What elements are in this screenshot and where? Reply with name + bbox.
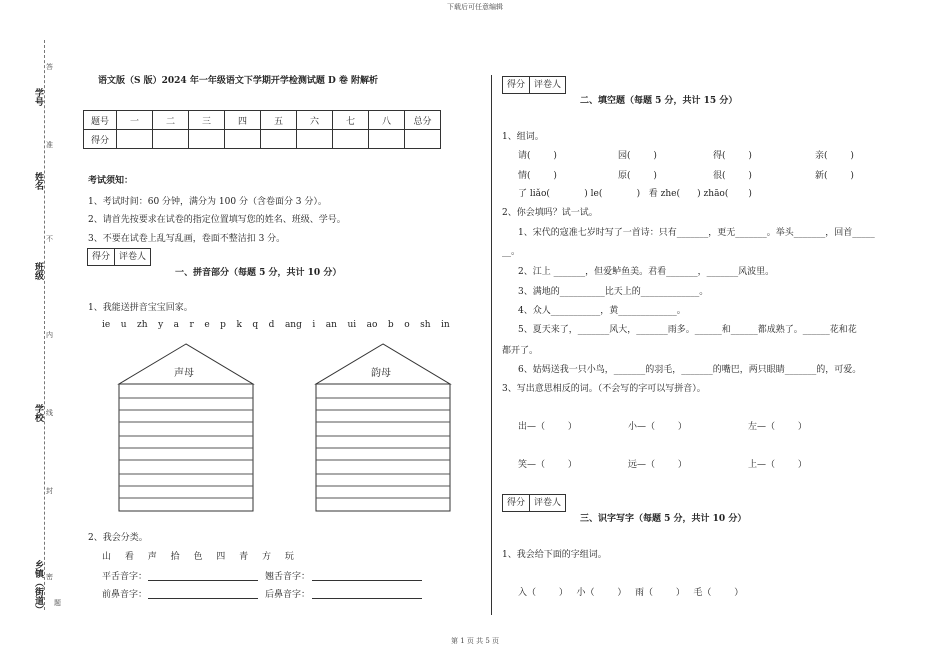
pinyin-item[interactable]: zh — [137, 320, 148, 330]
cut-char: 不 — [46, 235, 53, 243]
pinyin-item[interactable]: a — [173, 320, 180, 330]
answer-line[interactable] — [312, 580, 422, 581]
char-item: 玩 — [284, 552, 294, 562]
pinyin-item[interactable]: ui — [347, 320, 357, 330]
pinyin-item[interactable]: b — [387, 320, 394, 330]
margin-label-school: 学校 — [33, 404, 43, 422]
table-cell: 六 — [297, 111, 333, 130]
pinyin-item[interactable]: an — [325, 320, 337, 330]
column-divider — [491, 75, 492, 615]
pinyin-item[interactable]: y — [158, 320, 164, 330]
house-label-initials: 声母 — [174, 368, 194, 379]
score-cell[interactable] — [297, 130, 333, 149]
table-cell: 总分 — [405, 111, 441, 130]
word-item: 原( ) — [618, 171, 657, 181]
score-cell[interactable] — [405, 130, 441, 149]
note-item: 1、考试时间：60 分钟，满分为 100 分（含卷面分 3 分）。 — [88, 197, 327, 207]
char-item: 四 — [216, 552, 226, 562]
score-badge — [502, 494, 566, 512]
house-lines — [119, 398, 253, 498]
question-3: 3、写出意思相反的词。（不会写的字可以写拼音）。 — [502, 384, 706, 394]
char-item: 声 — [147, 552, 157, 562]
badge-grader-label: 评卷人 — [529, 495, 565, 511]
answer-line[interactable] — [312, 598, 422, 599]
char-item: 青 — [239, 552, 249, 562]
question-2: 2、你会填吗？试一试。 — [502, 208, 598, 218]
exam-title: 语文版（S 版）2024 年一年级语文下学期开学检测试题 D 卷 附解析 — [98, 76, 379, 86]
char-item: 看 — [124, 552, 134, 562]
cut-char: 封 — [46, 487, 53, 495]
question-1: 1、我能送拼音宝宝回家。 — [88, 303, 193, 313]
fill-line: 4、众人___________，黄_____________。 — [518, 306, 686, 316]
pinyin-item[interactable]: ie — [102, 320, 111, 330]
fill-line: 2、江上 _______，但爱鲈鱼美。君看_______，_______风波里。 — [518, 267, 775, 277]
cut-char: 线 — [46, 409, 53, 417]
question-1: 1、组词。 — [502, 132, 544, 142]
score-table-score-row — [84, 130, 441, 149]
house-label-finals: 韵母 — [371, 368, 391, 379]
answer-line[interactable] — [148, 580, 258, 581]
word-item: 很( ) — [713, 171, 752, 181]
table-cell: 三 — [189, 111, 225, 130]
score-cell[interactable] — [369, 130, 405, 149]
table-cell: 一 — [117, 111, 153, 130]
antonym-item: 笑—（ ） — [518, 460, 577, 470]
fill-line: 3、满地的__________比天上的_____________。 — [518, 287, 709, 297]
badge-score-label: 得分 — [92, 252, 111, 262]
section1-title: 一、拼音部分（每题 5 分，共计 10 分） — [175, 268, 342, 278]
pinyin-item[interactable]: r — [189, 320, 194, 330]
pinyin-item[interactable]: q — [252, 320, 259, 330]
score-cell[interactable] — [225, 130, 261, 149]
antonym-item: 远—（ ） — [628, 460, 687, 470]
badge-grader-label: 评卷人 — [529, 77, 565, 93]
cut-char: 题 — [54, 599, 61, 607]
fill-line: __。 — [502, 247, 521, 257]
pinyin-item[interactable]: k — [236, 320, 242, 330]
score-badge — [87, 248, 151, 266]
char-item: 拾 — [170, 552, 180, 562]
word-item: 情( ) — [518, 171, 557, 181]
question-2: 2、我会分类。 — [88, 533, 148, 543]
margin-label-xuehao: 学号 — [33, 88, 43, 106]
score-table-header-row — [84, 111, 441, 130]
word-item: 亲( ) — [815, 151, 854, 161]
section3-title: 三、识字写字（每题 5 分，共计 10 分） — [580, 514, 747, 524]
cut-char: 密 — [46, 573, 53, 581]
table-cell: 五 — [261, 111, 297, 130]
score-cell[interactable] — [261, 130, 297, 149]
pinyin-item[interactable]: d — [268, 320, 275, 330]
antonym-item: 小—（ ） — [628, 422, 687, 432]
fill-line: 6、姑妈送我一只小鸟，_______的羽毛，_______的嘴巴，两只眼睛_______的，可爱。 — [518, 365, 862, 375]
cut-line — [44, 40, 45, 610]
pinyin-item[interactable]: ao — [366, 320, 378, 330]
badge-grader-label: 评卷人 — [114, 249, 150, 265]
header-note: 下载后可任意编辑 — [447, 3, 503, 11]
section2-title: 二、填空题（每题 5 分，共计 15 分） — [580, 96, 738, 106]
pinyin-item[interactable]: ang — [284, 320, 302, 330]
score-cell[interactable] — [333, 130, 369, 149]
badge-score-label: 得分 — [507, 80, 526, 90]
char-item: 山 — [102, 552, 112, 562]
question-4: 1、我会给下面的字组词。 — [502, 550, 607, 560]
badge-score-label: 得分 — [507, 498, 526, 508]
note-item: 2、请首先按要求在试卷的指定位置填写您的姓名、班级、学号。 — [88, 215, 346, 225]
antonym-item: 左—（ ） — [748, 422, 807, 432]
table-cell: 题号 — [84, 111, 117, 130]
word-item: 得( ) — [713, 151, 752, 161]
pinyin-item[interactable]: p — [220, 320, 226, 330]
answer-line[interactable] — [148, 598, 258, 599]
pinyin-item[interactable]: i — [312, 320, 316, 330]
char-row — [102, 549, 294, 562]
cut-char: 内 — [46, 331, 53, 339]
house-lines — [316, 398, 450, 498]
pinyin-item[interactable]: e — [204, 320, 210, 330]
notes-title: 考试须知： — [88, 176, 134, 186]
cut-char: 准 — [46, 141, 53, 149]
fill-line: 1、宋代的寇准七岁时写了一首诗：只有_______，更无_______。举头_______，回首_____ — [518, 228, 875, 238]
pinyin-words: 了 liǎo( ) le( ) 看 zhe( ) zhāo( ) — [518, 189, 752, 199]
pinyin-item[interactable]: sh — [420, 320, 431, 330]
group-words-line: 入（ ） 小（ ） 雨（ ） 毛（ ） — [518, 588, 744, 598]
word-item: 园( ) — [618, 151, 657, 161]
margin-label-class: 班级 — [33, 262, 43, 280]
score-cell[interactable] — [153, 130, 189, 149]
table-cell: 得分 — [84, 130, 117, 149]
sort-label-front-nasal: 前鼻音字： — [102, 590, 148, 600]
table-cell: 四 — [225, 111, 261, 130]
word-item: 新( ) — [815, 171, 854, 181]
cut-char: 答 — [46, 63, 53, 71]
sort-label-retroflex: 翘舌音字： — [265, 572, 311, 582]
pinyin-item[interactable]: in — [441, 320, 450, 330]
char-item: 方 — [262, 552, 272, 562]
sort-label-flat: 平舌音字： — [102, 572, 148, 582]
word-item: 请( ) — [518, 151, 557, 161]
note-item: 3、不要在试卷上乱写乱画，卷面不整洁扣 3 分。 — [88, 234, 286, 244]
score-badge — [502, 76, 566, 94]
margin-label-name: 姓名 — [33, 172, 43, 190]
table-cell: 二 — [153, 111, 189, 130]
score-table — [83, 110, 441, 149]
table-cell: 八 — [369, 111, 405, 130]
pinyin-item[interactable]: u — [120, 320, 127, 330]
pinyin-row — [102, 320, 450, 330]
sort-label-back-nasal: 后鼻音字： — [265, 590, 311, 600]
page-footer: 第 1 页 共 5 页 — [450, 637, 500, 645]
pinyin-item[interactable]: o — [404, 320, 410, 330]
table-cell: 七 — [333, 111, 369, 130]
margin-label-town: 乡镇（街道） — [33, 560, 43, 614]
fill-line: 5、夏天来了，_______风大，_______雨多。______和______都成熟了。______花和花 — [518, 325, 857, 335]
fill-line: 都开了。 — [502, 346, 539, 356]
antonym-item: 上—（ ） — [748, 460, 807, 470]
char-item: 色 — [193, 552, 203, 562]
antonym-item: 出—（ ） — [518, 422, 577, 432]
score-cell[interactable] — [189, 130, 225, 149]
score-cell[interactable] — [117, 130, 153, 149]
